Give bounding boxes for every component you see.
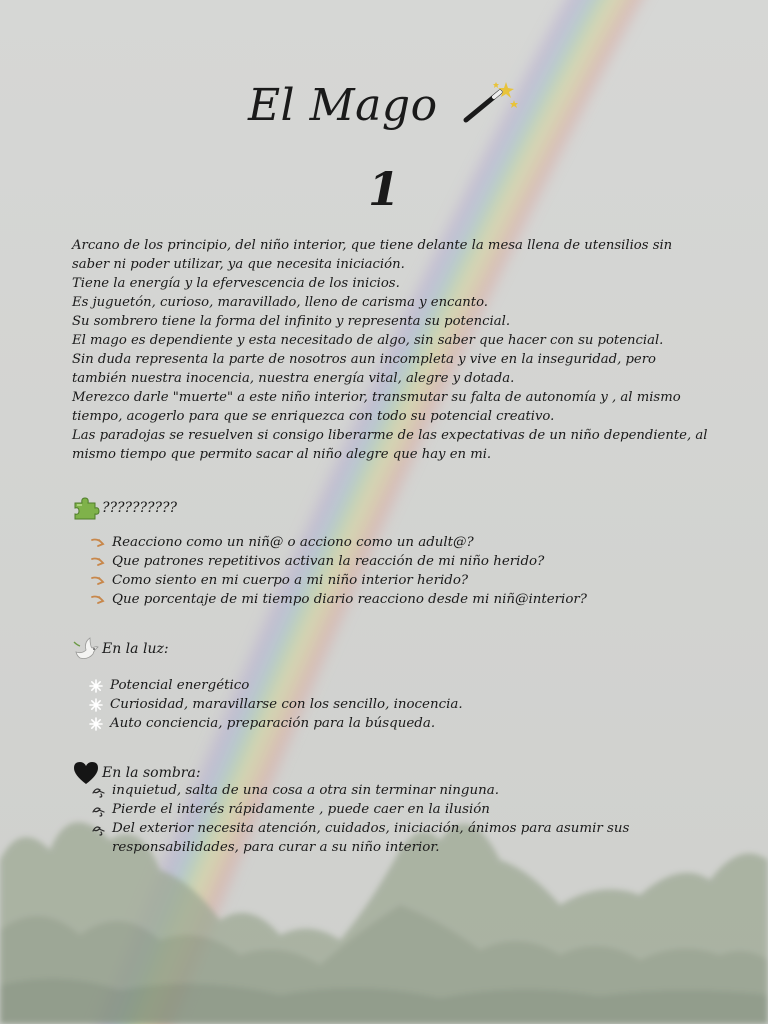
title-text: El Mago xyxy=(247,80,438,131)
dove-icon xyxy=(72,636,100,662)
questions-title: ?????????? xyxy=(102,500,178,516)
list-item: Pierde el interés rápidamente , puede caer en la ilusión xyxy=(90,800,710,819)
list-item: Que porcentaje de mi tiempo diario reacciono desde mi niñ@interior? xyxy=(90,590,710,609)
flourish-bullet-icon xyxy=(90,819,112,838)
light-title: En la luz: xyxy=(102,641,169,657)
shadow-list xyxy=(90,781,710,857)
puzzle-piece-icon xyxy=(72,495,100,521)
card-number: 1 xyxy=(367,162,400,216)
sparkle-bullet-icon xyxy=(88,676,110,695)
list-item: Como siento en mi cuerpo a mi niño interior herido? xyxy=(90,571,710,590)
questions-heading xyxy=(72,495,177,521)
light-heading xyxy=(72,636,169,662)
list-item: Que patrones repetitivos activan la reacción de mi niño herido? xyxy=(90,552,710,571)
list-item: Curiosidad, maravillarse con los sencillo, inocencia. xyxy=(88,695,708,714)
list-item: Auto conciencia, preparación para la búsqueda. xyxy=(88,714,708,733)
list-item: Del exterior necesita atención, cuidados, iniciación, ánimos para asumir sus responsabilidades, para curar a su niño interior. xyxy=(90,819,710,857)
list-item: Reacciono como un niñ@ o acciono como un adult@? xyxy=(90,533,710,552)
arrow-bullet-icon xyxy=(90,533,112,552)
magic-wand-icon xyxy=(460,80,520,124)
sparkle-bullet-icon xyxy=(88,695,110,714)
arrow-bullet-icon xyxy=(90,590,112,609)
intro-line: Las paradojas se resuelven si consigo liberarme de las expectativas de un niño dependiente, al mismo tiempo que permito sacar al niño alegre que hay en mi. xyxy=(72,428,708,462)
arrow-bullet-icon xyxy=(90,552,112,571)
intro-line: Su sombrero tiene la forma del infinito y representa su potencial. xyxy=(72,314,511,329)
intro-line: Merezco darle "muerte" a este niño interior, transmutar su falta de autonomía y , al mismo tiempo, acogerlo para que se enriquezca con todo su potencial creativo. xyxy=(72,390,681,424)
intro-line: Es juguetón, curioso, maravillado, lleno de carisma y encanto. xyxy=(72,295,488,310)
flourish-bullet-icon xyxy=(90,781,112,800)
intro-line: Arcano de los principio, del niño interior, que tiene delante la mesa llena de utensilios sin saber ni poder utilizar, ya que necesita iniciación. xyxy=(72,238,673,272)
intro-line: Tiene la energía y la efervescencia de los inicios. xyxy=(72,276,400,291)
flourish-bullet-icon xyxy=(90,800,112,819)
sparkle-bullet-icon xyxy=(88,714,110,733)
intro-text xyxy=(72,236,712,464)
list-item: inquietud, salta de una cosa a otra sin terminar ninguna. xyxy=(90,781,710,800)
page-title xyxy=(0,80,768,133)
arrow-bullet-icon xyxy=(90,571,112,590)
light-list xyxy=(88,676,708,733)
intro-line: Sin duda representa la parte de nosotros aun incompleta y vive en la inseguridad, pero también nuestra inocencia, nuestra energía vital, alegre y dotada. xyxy=(72,352,656,386)
questions-list xyxy=(90,533,710,609)
intro-line: El mago es dependiente y esta necesitado de algo, sin saber que hacer con su potencial. xyxy=(72,333,664,348)
list-item: Potencial energético xyxy=(88,676,708,695)
shadow-title: En la sombra: xyxy=(102,765,201,781)
